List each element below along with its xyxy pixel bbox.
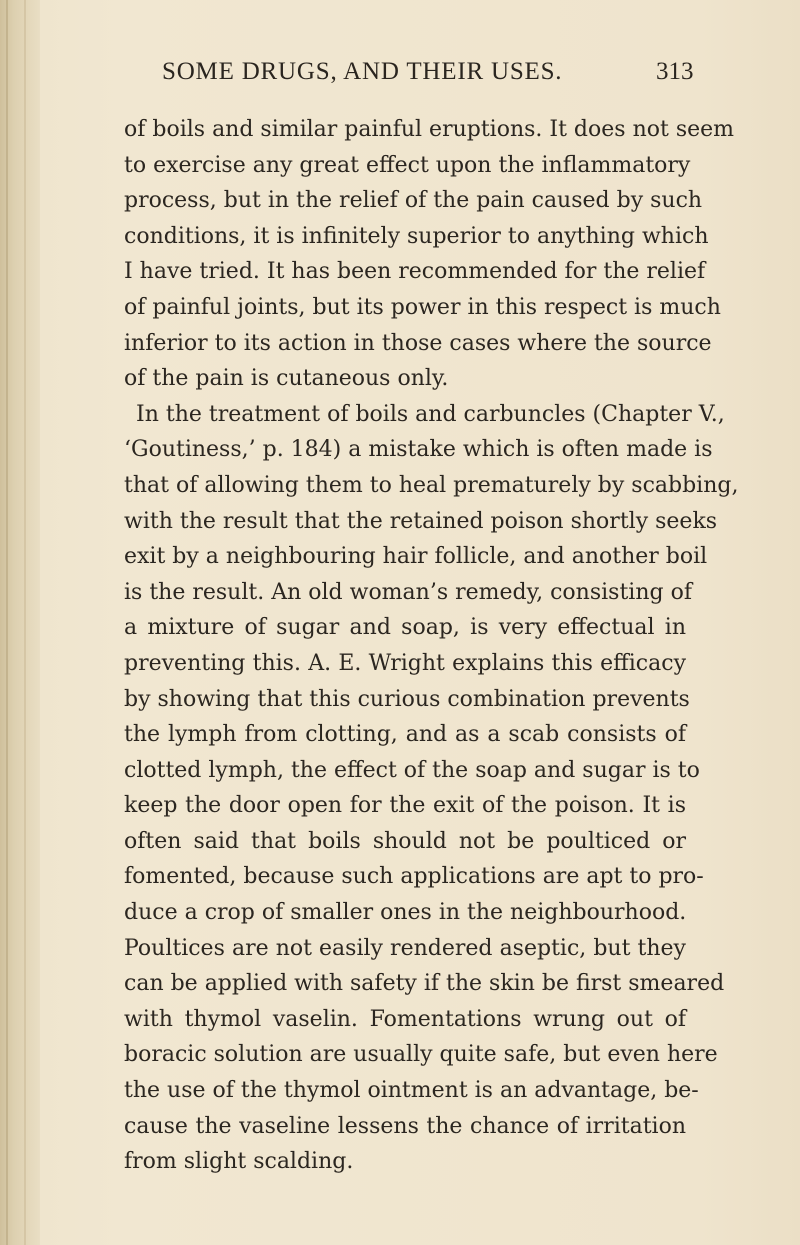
gutter-shadow-line bbox=[6, 0, 8, 1245]
text-line: of the pain is cutaneous only. bbox=[124, 366, 449, 392]
gutter-shadow-line bbox=[24, 0, 26, 1245]
text-line: to exercise any great effect upon the inflammatory bbox=[124, 152, 691, 178]
text-line: of painful joints, but its power in this respect is much bbox=[124, 294, 721, 320]
text-line: I have tried. It has been recommended for the relief bbox=[124, 259, 706, 285]
text-line: keep the door open for the exit of the poison. It is bbox=[124, 793, 686, 819]
text-line: cause the vaseline lessens the chance of irritation bbox=[124, 1113, 686, 1139]
text-line: that of allowing them to heal prematurely by scabbing, bbox=[124, 472, 739, 498]
running-head bbox=[0, 52, 800, 92]
text-line: In the treatment of boils and carbuncles (Chapter V., bbox=[136, 401, 725, 427]
text-line: conditions, it is infinitely superior to anything which bbox=[124, 223, 709, 249]
text-line: the lymph from clotting, and as a scab consists of bbox=[124, 722, 686, 748]
text-line: of boils and similar painful eruptions. It does not seem bbox=[124, 117, 735, 142]
text-line: can be applied with safety if the skin be first smeared bbox=[124, 971, 725, 997]
text-line: duce a crop of smaller ones in the neighbourhood. bbox=[124, 900, 687, 926]
body-text bbox=[124, 112, 739, 1180]
text-line: Poultices are not easily rendered aseptic, but they bbox=[124, 935, 686, 961]
text-line: ‘Goutiness,’ p. 184) a mistake which is often made is bbox=[124, 437, 713, 463]
text-line: by showing that this curious combination prevents bbox=[124, 686, 690, 712]
text-line: process, but in the relief of the pain caused by such bbox=[124, 188, 703, 214]
text-line: inferior to its action in those cases where the source bbox=[124, 330, 712, 356]
text-line: with the result that the retained poison shortly seeks bbox=[124, 508, 718, 534]
text-line: fomented, because such applications are apt to pro- bbox=[124, 864, 704, 890]
text-line: preventing this. A. E. Wright explains this efficacy bbox=[124, 650, 686, 676]
text-line: boracic solution are usually quite safe, but even here bbox=[124, 1042, 718, 1068]
text-line: from slight scalding. bbox=[124, 1149, 354, 1175]
text-line: the use of the thymol ointment is an advantage, be- bbox=[124, 1078, 699, 1104]
text-line: is the result. An old woman’s remedy, consisting of bbox=[124, 579, 692, 605]
text-line: with thymol vaselin. Fomentations wrung out of bbox=[124, 1006, 686, 1032]
running-title: SOME DRUGS, AND THEIR USES. bbox=[162, 58, 563, 85]
binding-gutter bbox=[0, 0, 40, 1245]
text-line: often said that boils should not be poulticed or bbox=[124, 828, 686, 854]
text-line: a mixture of sugar and soap, is very effectual in bbox=[124, 615, 686, 641]
text-line: clotted lymph, the effect of the soap and sugar is to bbox=[124, 757, 700, 783]
page-number: 313 bbox=[656, 58, 694, 85]
text-line: exit by a neighbouring hair follicle, and another boil bbox=[124, 544, 708, 570]
